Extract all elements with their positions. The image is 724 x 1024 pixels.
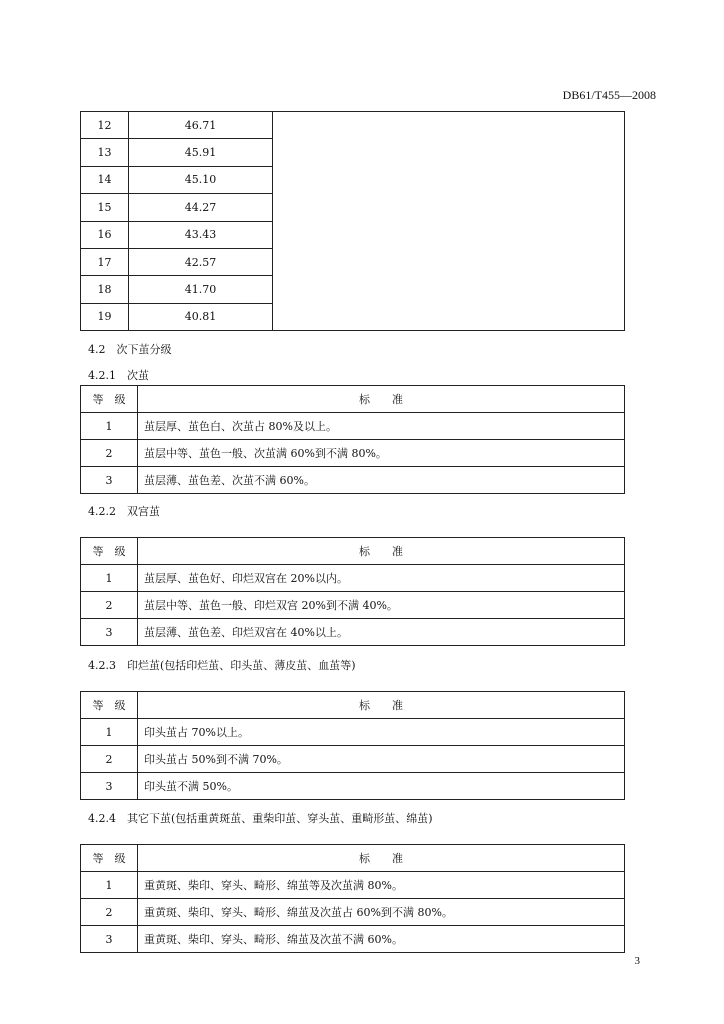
section-heading-4-2-3: 4.2.3 印烂茧(包括印烂茧、印头茧、薄皮茧、血茧等) (88, 659, 356, 672)
standard-cell: 重黄斑、柴印、穿头、畸形、绵茧及次茧不满 60%。 (138, 926, 625, 953)
grade-table-4-2-4 (80, 844, 625, 953)
standard-header-cell: 标 准 (138, 386, 625, 413)
grade-cell: 3 (81, 619, 138, 646)
grade-cell: 1 (81, 719, 138, 746)
standard-cell: 茧层中等、茧色一般、印烂双宫 20%到不满 40%。 (138, 592, 625, 619)
value-cell: 45.10 (129, 166, 273, 193)
grade-cell: 1 (81, 565, 138, 592)
grade-header-cell: 等 级 (81, 538, 138, 565)
table-header-row (81, 386, 625, 413)
table-row (81, 565, 625, 592)
top-data-table (80, 111, 625, 331)
table-row (81, 592, 625, 619)
value-cell: 46.71 (129, 112, 273, 139)
grade-header-cell: 等 级 (81, 845, 138, 872)
grade-cell: 1 (81, 872, 138, 899)
standard-cell: 印头茧不满 50%。 (138, 773, 625, 800)
grade-cell: 2 (81, 592, 138, 619)
standard-cell: 茧层中等、茧色一般、次茧满 60%到不满 80%。 (138, 440, 625, 467)
table-row (81, 467, 625, 494)
grade-cell: 2 (81, 899, 138, 926)
value-cell: 40.81 (129, 303, 273, 330)
row-index-cell: 17 (81, 248, 129, 275)
grade-cell: 3 (81, 926, 138, 953)
table-row (81, 746, 625, 773)
standard-cell: 茧层厚、茧色白、次茧占 80%及以上。 (138, 413, 625, 440)
table-header-row (81, 692, 625, 719)
value-cell: 43.43 (129, 221, 273, 248)
table-header-row (81, 538, 625, 565)
grade-table-4-2-1 (80, 385, 625, 494)
row-index-cell: 15 (81, 194, 129, 221)
table-row (81, 413, 625, 440)
value-cell: 41.70 (129, 276, 273, 303)
table-row (81, 719, 625, 746)
table-header-row (81, 845, 625, 872)
page-number: 3 (634, 955, 640, 967)
grade-cell: 2 (81, 746, 138, 773)
grade-table-4-2-2 (80, 537, 625, 646)
value-cell: 44.27 (129, 194, 273, 221)
table-row (81, 619, 625, 646)
section-heading-4-2-2: 4.2.2 双宫茧 (88, 505, 160, 518)
grade-table-4-2-3 (80, 691, 625, 800)
standard-cell: 重黄斑、柴印、穿头、畸形、绵茧等及次茧满 80%。 (138, 872, 625, 899)
standard-header-cell: 标 准 (138, 538, 625, 565)
standard-header-cell: 标 准 (138, 692, 625, 719)
row-index-cell: 14 (81, 166, 129, 193)
standard-cell: 茧层薄、茧色差、次茧不满 60%。 (138, 467, 625, 494)
standard-cell: 印头茧占 50%到不满 70%。 (138, 746, 625, 773)
table-row (81, 872, 625, 899)
row-index-cell: 19 (81, 303, 129, 330)
standard-cell: 重黄斑、柴印、穿头、畸形、绵茧及次茧占 60%到不满 80%。 (138, 899, 625, 926)
row-index-cell: 12 (81, 112, 129, 139)
document-id: DB61/T455—2008 (562, 88, 656, 102)
table-row (81, 926, 625, 953)
standard-cell: 印头茧占 70%以上。 (138, 719, 625, 746)
grade-cell: 3 (81, 467, 138, 494)
standard-cell: 茧层厚、茧色好、印烂双宫在 20%以内。 (138, 565, 625, 592)
table-row (81, 773, 625, 800)
section-heading-4-2-4: 4.2.4 其它下茧(包括重黄斑茧、重柴印茧、穿头茧、重畸形茧、绵茧) (88, 812, 433, 825)
row-index-cell: 13 (81, 139, 129, 166)
grade-header-cell: 等 级 (81, 692, 138, 719)
table-row (81, 899, 625, 926)
section-heading-4-2: 4.2 次下茧分级 (88, 343, 172, 356)
blank-cell (273, 112, 625, 331)
section-heading-4-2-1: 4.2.1 次茧 (88, 369, 149, 382)
standard-header-cell: 标 准 (138, 845, 625, 872)
grade-cell: 2 (81, 440, 138, 467)
row-index-cell: 18 (81, 276, 129, 303)
grade-header-cell: 等 级 (81, 386, 138, 413)
table-row (81, 440, 625, 467)
value-cell: 42.57 (129, 248, 273, 275)
row-index-cell: 16 (81, 221, 129, 248)
standard-cell: 茧层薄、茧色差、印烂双宫在 40%以上。 (138, 619, 625, 646)
grade-cell: 1 (81, 413, 138, 440)
table-row (81, 112, 625, 139)
value-cell: 45.91 (129, 139, 273, 166)
grade-cell: 3 (81, 773, 138, 800)
